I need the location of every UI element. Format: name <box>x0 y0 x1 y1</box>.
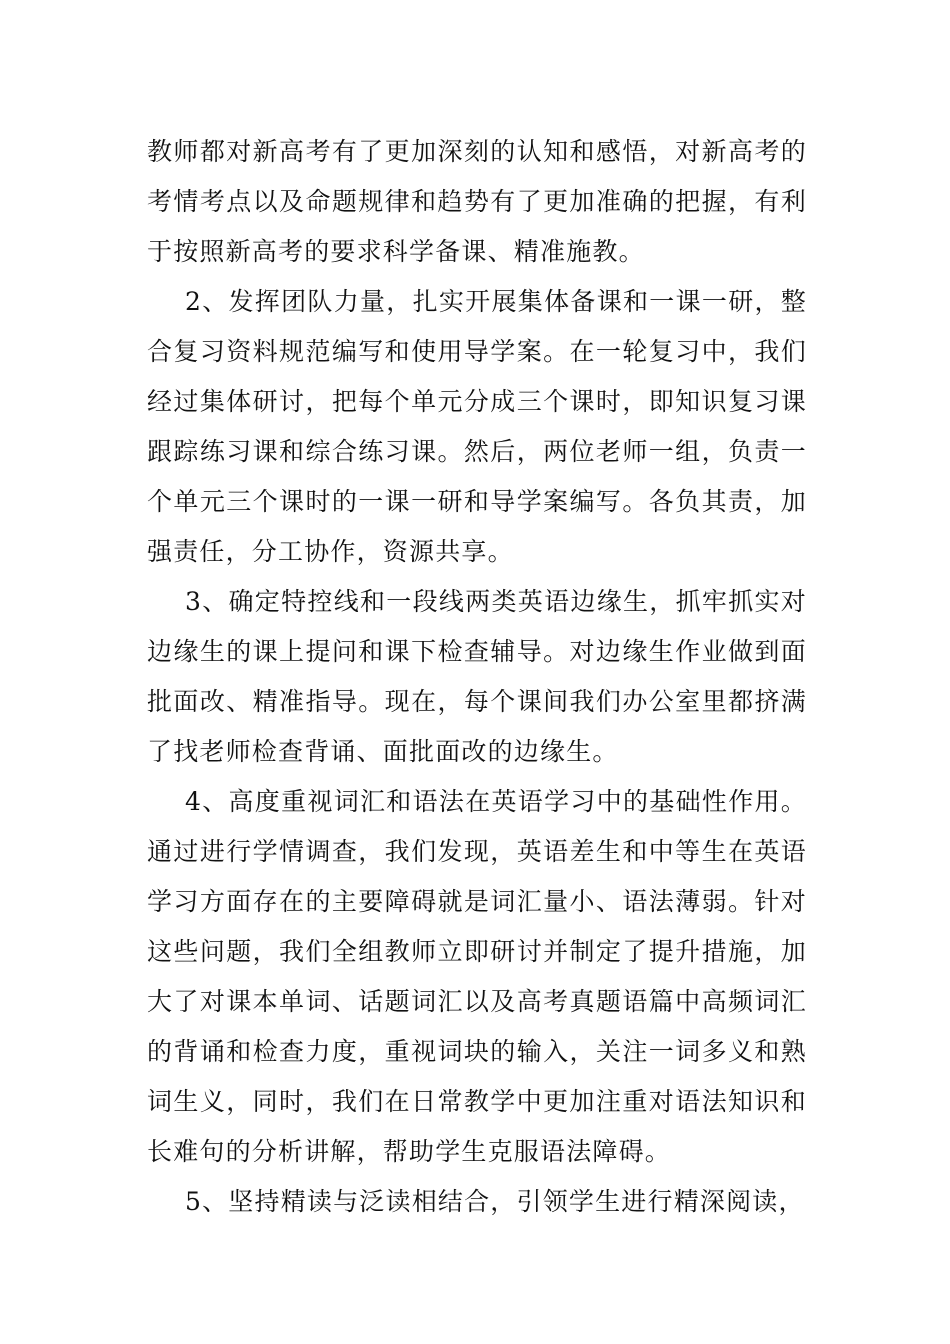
document-body <box>147 127 807 1227</box>
paragraph-item-3: 3、确定特控线和一段线两类英语边缘生，抓牢抓实对边缘生的课上提问和课下检查辅导。对边缘生作业做到面批面改、精准指导。现在，每个课间我们办公室里都挤满了找老师检查背诵、面批面改的边缘生。 <box>147 587 807 766</box>
paragraph-item-5: 5、坚持精读与泛读相结合，引领学生进行精深阅读， <box>185 1187 805 1216</box>
paragraph-continuation: 教师都对新高考有了更加深刻的认知和感悟，对新高考的考情考点以及命题规律和趋势有了更加准确的把握，有利于按照新高考的要求科学备课、精准施教。 <box>147 137 807 266</box>
paragraph-item-4: 4、高度重视词汇和语法在英语学习中的基础性作用。通过进行学情调查，我们发现，英语差生和中等生在英语学习方面存在的主要障碍就是词汇量小、语法薄弱。针对这些问题，我们全组教师立即研讨并制定了提升措施，加大了对课本单词、话题词汇以及高考真题语篇中高频词汇的背诵和检查力度，重视词块的输入，关注一词多义和熟词生义，同时，我们在日常教学中更加注重对语法知识和长难句的分析讲解，帮助学生克服语法障碍。 <box>147 787 807 1166</box>
paragraph-item-2: 2、发挥团队力量，扎实开展集体备课和一课一研，整合复习资料规范编写和使用导学案。在一轮复习中，我们经过集体研讨，把每个单元分成三个课时，即知识复习课跟踪练习课和综合练习课。然后，两位老师一组，负责一个单元三个课时的一课一研和导学案编写。各负其责，加强责任，分工协作，资源共享。 <box>147 287 807 566</box>
